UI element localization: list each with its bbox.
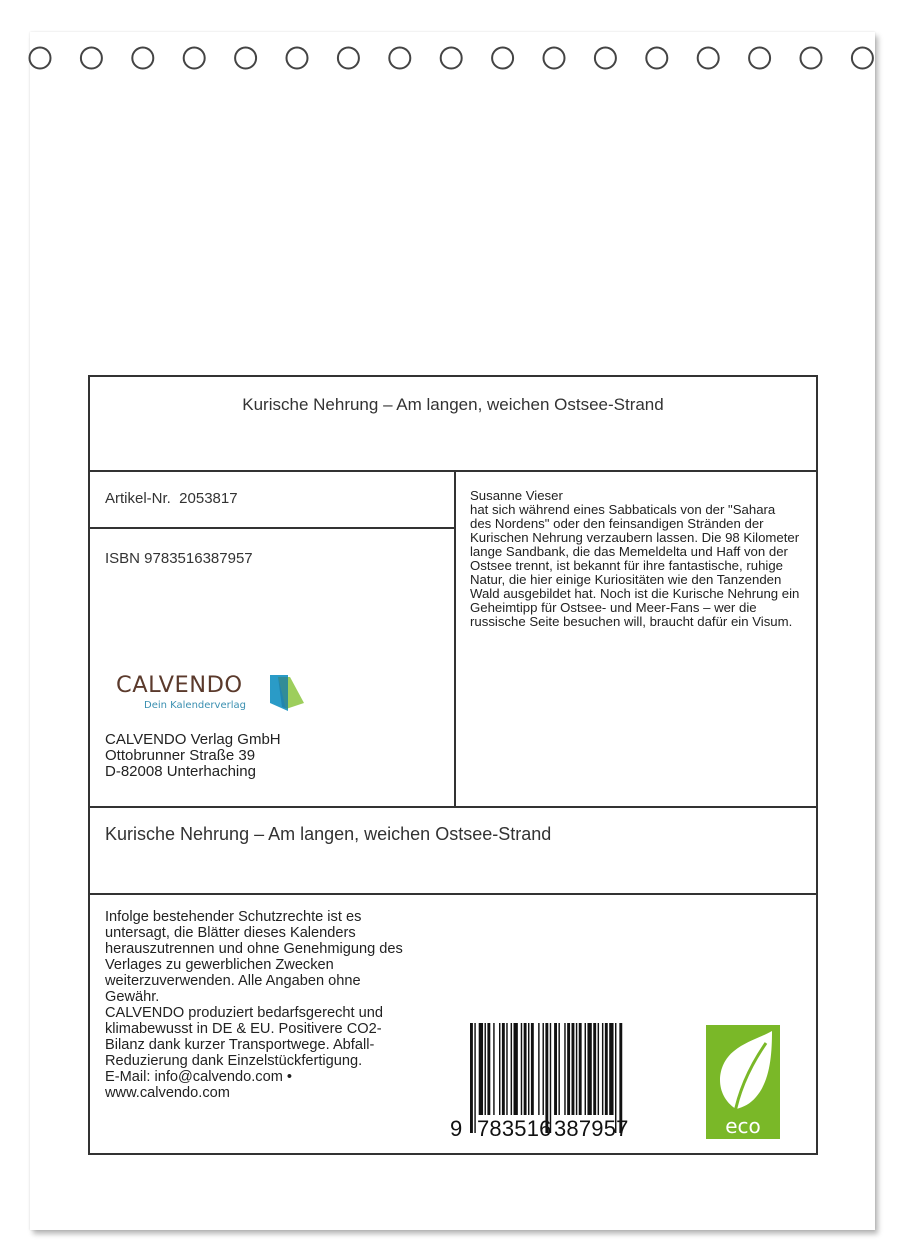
column-divider	[454, 470, 456, 806]
barcode-bar	[499, 1023, 500, 1115]
barcode-first-digit: 9	[450, 1116, 463, 1141]
divider	[90, 806, 816, 808]
binding-hole	[30, 48, 51, 69]
legal-line: Bilanz dank kurzer Transportwege. Abfall-	[105, 1037, 375, 1053]
barcode-bar	[605, 1023, 608, 1115]
legal-line: klimabewusst in DE & EU. Positivere CO2-	[105, 1021, 382, 1037]
article-number: Artikel-Nr. 2053817	[105, 490, 238, 507]
author-bio: hat sich während eines Sabbaticals von der "Sahara des Nordens" oder den feinsandigen Stränden der Kurischen Nehrung verzaubern lassen. Die 98 Kilometer lange Sandbank, die das Memeldelta und Haff von der Ostsee trennt, ist bekannt für ihre fantastische, ruhige Natur, die hier einige Kuriositäten wie den Tanzenden Wald ausgebildet hat. Noch ist die Kurische Nehrung ein Geheimtipp für Ostsee- und Meer-Fans – wer die russische Seite besuchen will, braucht dafür ein Visum.	[470, 502, 800, 629]
barcode-bar	[576, 1023, 577, 1115]
binding-hole	[749, 48, 770, 69]
eco-badge	[706, 1025, 780, 1139]
legal-line: Infolge bestehender Schutzrechte ist es	[105, 909, 362, 925]
binding-hole	[389, 48, 410, 69]
legal-line: Gewähr.	[105, 989, 160, 1005]
leaf-icon	[706, 1025, 780, 1139]
barcode-bar	[564, 1023, 565, 1115]
binding-hole	[646, 48, 667, 69]
barcode-bar	[470, 1023, 473, 1133]
barcode-bar	[554, 1023, 557, 1115]
legal-line: untersagt, die Blätter dieses Kalenders	[105, 925, 356, 941]
info-panel	[88, 375, 818, 1155]
divider	[90, 470, 816, 472]
barcode-bar	[485, 1023, 486, 1115]
divider	[90, 893, 816, 895]
barcode-bar	[558, 1023, 559, 1115]
logo-wordmark: CALVENDO	[116, 672, 243, 698]
barcode-bar	[479, 1023, 483, 1115]
barcode-bar	[602, 1023, 603, 1115]
barcode-bar	[487, 1023, 490, 1115]
binding-hole	[81, 48, 102, 69]
barcode-group-2: 387957	[554, 1116, 629, 1141]
calendar-title-secondary: Kurische Nehrung – Am langen, weichen Ostsee-Strand	[105, 824, 552, 844]
legal-line: www.calvendo.com	[105, 1085, 230, 1101]
publisher-street: Ottobrunner Straße 39	[105, 747, 256, 764]
binding-hole	[235, 48, 256, 69]
publisher-name: CALVENDO Verlag GmbH	[105, 731, 281, 748]
barcode-bar	[572, 1023, 575, 1115]
legal-line: CALVENDO produziert bedarfsgerecht und	[105, 1005, 383, 1021]
divider	[90, 527, 454, 529]
barcode-bar	[524, 1023, 527, 1115]
legal-line: E-Mail: info@calvendo.com •	[105, 1069, 293, 1085]
isbn-barcode	[450, 1023, 660, 1143]
legal-line: weiterzuverwenden. Alle Angaben ohne	[105, 973, 361, 989]
barcode-bar	[598, 1023, 599, 1115]
logo-tagline: Dein Kalenderverlag	[144, 700, 246, 711]
binding-hole	[184, 48, 205, 69]
binding-hole	[852, 48, 873, 69]
binding-hole	[492, 48, 513, 69]
legal-notice	[105, 909, 450, 1101]
binding-hole	[595, 48, 616, 69]
binding-hole	[698, 48, 719, 69]
barcode-bar	[502, 1023, 505, 1115]
binding-hole	[338, 48, 359, 69]
barcode-bar	[579, 1023, 582, 1115]
barcode-bar	[543, 1023, 544, 1115]
calvendo-logo	[114, 672, 294, 722]
binding-hole	[287, 48, 308, 69]
calvendo-mark-icon	[268, 673, 306, 713]
binding-holes	[0, 0, 905, 80]
barcode-bar	[493, 1023, 494, 1115]
binding-hole	[132, 48, 153, 69]
author-section	[470, 489, 800, 629]
calendar-title: Kurische Nehrung – Am langen, weichen Ostsee-Strand	[242, 395, 664, 414]
barcode-bar	[609, 1023, 613, 1115]
spiral-binding	[0, 0, 905, 80]
binding-hole	[801, 48, 822, 69]
barcode-bar	[514, 1023, 518, 1115]
barcode-bars	[450, 1023, 660, 1143]
barcode-bar	[474, 1023, 475, 1133]
binding-hole	[441, 48, 462, 69]
barcode-bar	[587, 1023, 591, 1115]
legal-line: herauszutrennen und ohne Genehmigung des	[105, 941, 403, 957]
barcode-bar	[593, 1023, 596, 1115]
isbn: ISBN 9783516387957	[105, 550, 253, 567]
legal-line: Reduzierung dank Einzelstückfertigung.	[105, 1053, 363, 1069]
publisher-city: D-82008 Unterhaching	[105, 763, 256, 780]
barcode-bar	[506, 1023, 507, 1115]
author-name: Susanne Vieser	[470, 488, 563, 503]
barcode-bar	[521, 1023, 522, 1115]
publisher-address	[105, 732, 281, 780]
barcode-bar	[538, 1023, 539, 1115]
binding-hole	[544, 48, 565, 69]
barcode-bar	[585, 1023, 586, 1115]
eco-label: eco	[725, 1114, 761, 1138]
barcode-bar	[511, 1023, 512, 1115]
barcode-bar	[531, 1023, 534, 1115]
legal-line: Verlages zu gewerblichen Zwecken	[105, 957, 334, 973]
barcode-bar	[528, 1023, 529, 1115]
barcode-group-1: 783516	[477, 1116, 552, 1141]
barcode-bar	[567, 1023, 570, 1115]
